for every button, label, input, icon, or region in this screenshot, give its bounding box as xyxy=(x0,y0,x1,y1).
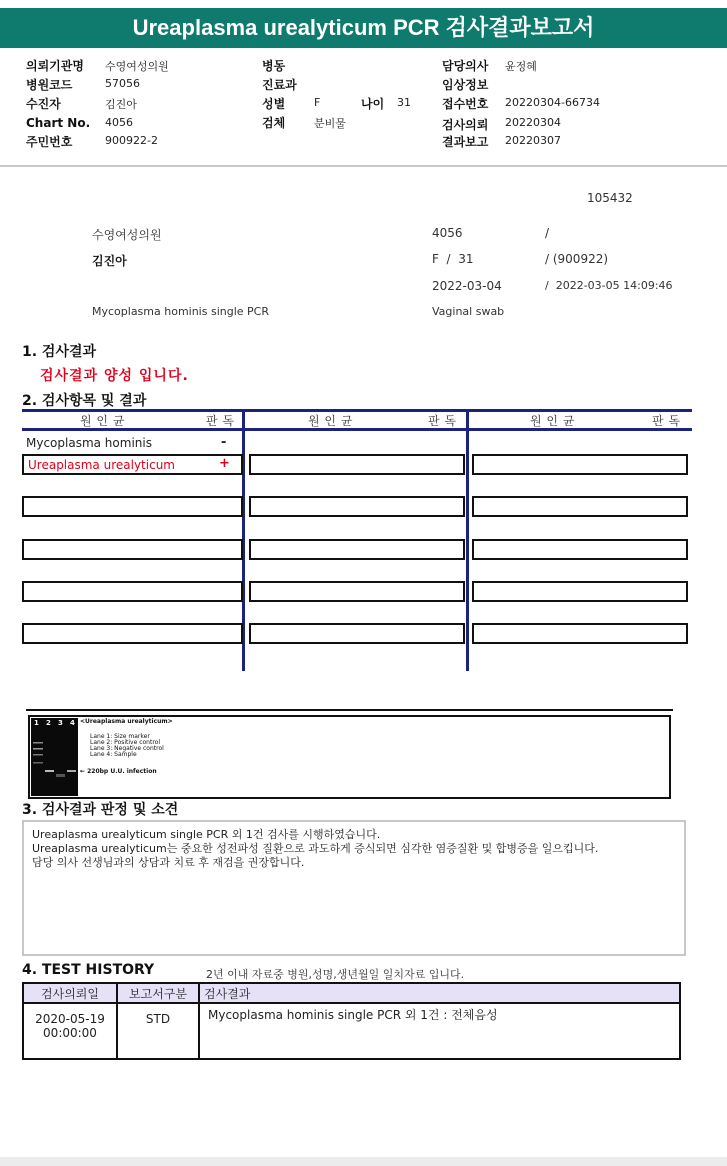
history-result: Mycoplasma hominis single PCR 외 1건 : 전체음성 xyxy=(199,1003,680,1059)
section3-heading: 3. 검사결과 판정 및 소견 xyxy=(22,802,179,818)
header-label: 검사의뢰 xyxy=(442,118,489,132)
section1-heading: 1. 검사결과 xyxy=(22,344,97,360)
summary-clinic: 수영여성의원 xyxy=(92,228,162,242)
sample-band xyxy=(67,770,76,772)
history-type: STD xyxy=(117,1003,199,1059)
col-judge: 판 독 xyxy=(428,414,457,428)
history-table xyxy=(22,982,681,1060)
gel-bands xyxy=(31,718,78,796)
header-label: 담당의사 xyxy=(442,59,489,73)
header-value: 20220304-66734 xyxy=(505,96,600,109)
judge-negative: - xyxy=(221,435,227,450)
history-note: 2년 이내 자료중 병원,성명,생년월일 일치자료 입니다. xyxy=(206,968,465,981)
history-time: 00:00:00 xyxy=(43,1026,97,1040)
opinion-box xyxy=(22,820,686,956)
history-header: 보고서구분 xyxy=(117,983,199,1003)
history-header-row xyxy=(23,983,680,1003)
lane-number: 1 xyxy=(34,719,39,727)
header-value: F xyxy=(314,96,321,109)
gel-legend: Lane 4: Sample xyxy=(90,751,137,758)
summary-date-report: / 2022-03-05 14:09:46 xyxy=(545,279,673,292)
header-label: 수진자 xyxy=(26,97,61,111)
header-value: 20220307 xyxy=(505,134,561,147)
header-value: 31 xyxy=(397,96,411,109)
header-label: 임상정보 xyxy=(442,78,489,92)
opinion-line: 담당 의사 선생님과의 상담과 치료 후 재검을 권장합니다. xyxy=(32,856,305,869)
summary-sex-age: F / 31 xyxy=(432,252,474,266)
result-cell xyxy=(249,581,465,602)
result-cell xyxy=(249,496,465,517)
header-label: 의뢰기관명 xyxy=(26,59,84,73)
result-cell xyxy=(472,539,688,560)
lane-number: 2 xyxy=(46,719,51,727)
report-title: Ureaplasma urealyticum PCR 검사결과보고서 xyxy=(0,8,727,48)
col-pathogen: 원 인 균 xyxy=(530,414,575,428)
header-label: 결과보고 xyxy=(442,135,489,149)
history-date: 2020-05-19 xyxy=(35,1012,105,1026)
opinion-line: Ureaplasma urealyticum single PCR 외 1건 검사를 시행하였습니다. xyxy=(32,828,381,841)
summary-test-name: Mycoplasma hominis single PCR xyxy=(92,305,269,318)
result-cell xyxy=(22,623,243,644)
header-value: 900922-2 xyxy=(105,134,158,147)
result-cell xyxy=(22,581,243,602)
result-cell xyxy=(472,454,688,475)
lane-number: 3 xyxy=(58,719,63,727)
header-value: 57056 xyxy=(105,77,140,90)
col-judge: 판 독 xyxy=(652,414,681,428)
header-label: 주민번호 xyxy=(26,135,73,149)
header-label: 성별 xyxy=(262,97,286,111)
summary-date-request: 2022-03-04 xyxy=(432,279,502,293)
result-cell xyxy=(249,539,465,560)
history-header: 검사의뢰일 xyxy=(23,983,117,1003)
judge-positive: + xyxy=(219,456,230,471)
ladder-band xyxy=(33,748,43,750)
pathogen-name-positive: Ureaplasma urealyticum xyxy=(28,458,175,472)
header-value: 분비물 xyxy=(314,117,346,130)
header-label: Chart No. xyxy=(26,116,91,130)
result-cell xyxy=(22,496,243,517)
history-row xyxy=(23,1003,680,1059)
result-cell xyxy=(472,623,688,644)
opinion-line: Ureaplasma urealyticum는 중요한 성전파성 질환으로 과도하게 증식되면 심각한 염증질환 및 합병증을 일으킵니다. xyxy=(32,842,599,855)
gel-arrow-label: ← 220bp U.U. infection xyxy=(80,768,157,775)
gel-legend: Lane 1: Size marker xyxy=(90,733,150,740)
summary-specimen: Vaginal swab xyxy=(432,305,505,318)
gel-title: <Ureaplasma urealyticum> xyxy=(80,718,173,725)
section2-heading: 2. 검사항목 및 결과 xyxy=(22,393,147,409)
header-label: 진료과 xyxy=(262,78,297,92)
ladder-band xyxy=(33,742,43,744)
history-header: 검사결과 xyxy=(199,983,680,1003)
header-value: 윤정혜 xyxy=(505,60,537,73)
summary-birth: / (900922) xyxy=(545,252,609,266)
header-label: 접수번호 xyxy=(442,97,489,111)
section4-heading: 4. TEST HISTORY xyxy=(22,962,155,978)
gel-legend: Lane 3: Negative control xyxy=(90,745,164,752)
summary-slash: / xyxy=(545,226,550,240)
positive-band xyxy=(45,770,54,772)
result-cell xyxy=(472,581,688,602)
result-cell xyxy=(22,539,243,560)
col-judge: 판 독 xyxy=(206,414,235,428)
result-cell xyxy=(472,496,688,517)
negative-smear xyxy=(56,774,65,777)
result-cell xyxy=(249,623,465,644)
gel-divider xyxy=(26,709,673,711)
header-label: 검체 xyxy=(262,116,286,130)
summary-chart: 4056 xyxy=(432,226,463,240)
header-value: 수영여성의원 xyxy=(105,60,169,73)
result-positive: 검사결과 양성 입니다. xyxy=(40,368,189,384)
history-date-cell xyxy=(23,1003,117,1059)
header-label: 나이 xyxy=(361,97,385,111)
ladder-band xyxy=(33,754,43,756)
result-cell xyxy=(249,454,465,475)
lane-number: 4 xyxy=(70,719,75,727)
header-label: 병동 xyxy=(262,59,286,73)
bottom-band xyxy=(0,1157,727,1166)
ladder-band xyxy=(33,762,43,764)
col-pathogen: 원 인 균 xyxy=(308,414,353,428)
col-pathogen: 원 인 균 xyxy=(80,414,125,428)
pathogen-name: Mycoplasma hominis xyxy=(26,436,152,450)
report-code: 105432 xyxy=(587,191,633,205)
header-label: 병원코드 xyxy=(26,78,73,92)
grid-divider xyxy=(466,409,469,671)
header-value: 20220304 xyxy=(505,116,561,129)
header-value: 4056 xyxy=(105,116,133,129)
gel-image xyxy=(31,718,78,796)
header-value: 김진아 xyxy=(105,98,137,111)
gel-legend: Lane 2: Positive control xyxy=(90,739,161,746)
summary-patient: 김진아 xyxy=(92,254,127,268)
